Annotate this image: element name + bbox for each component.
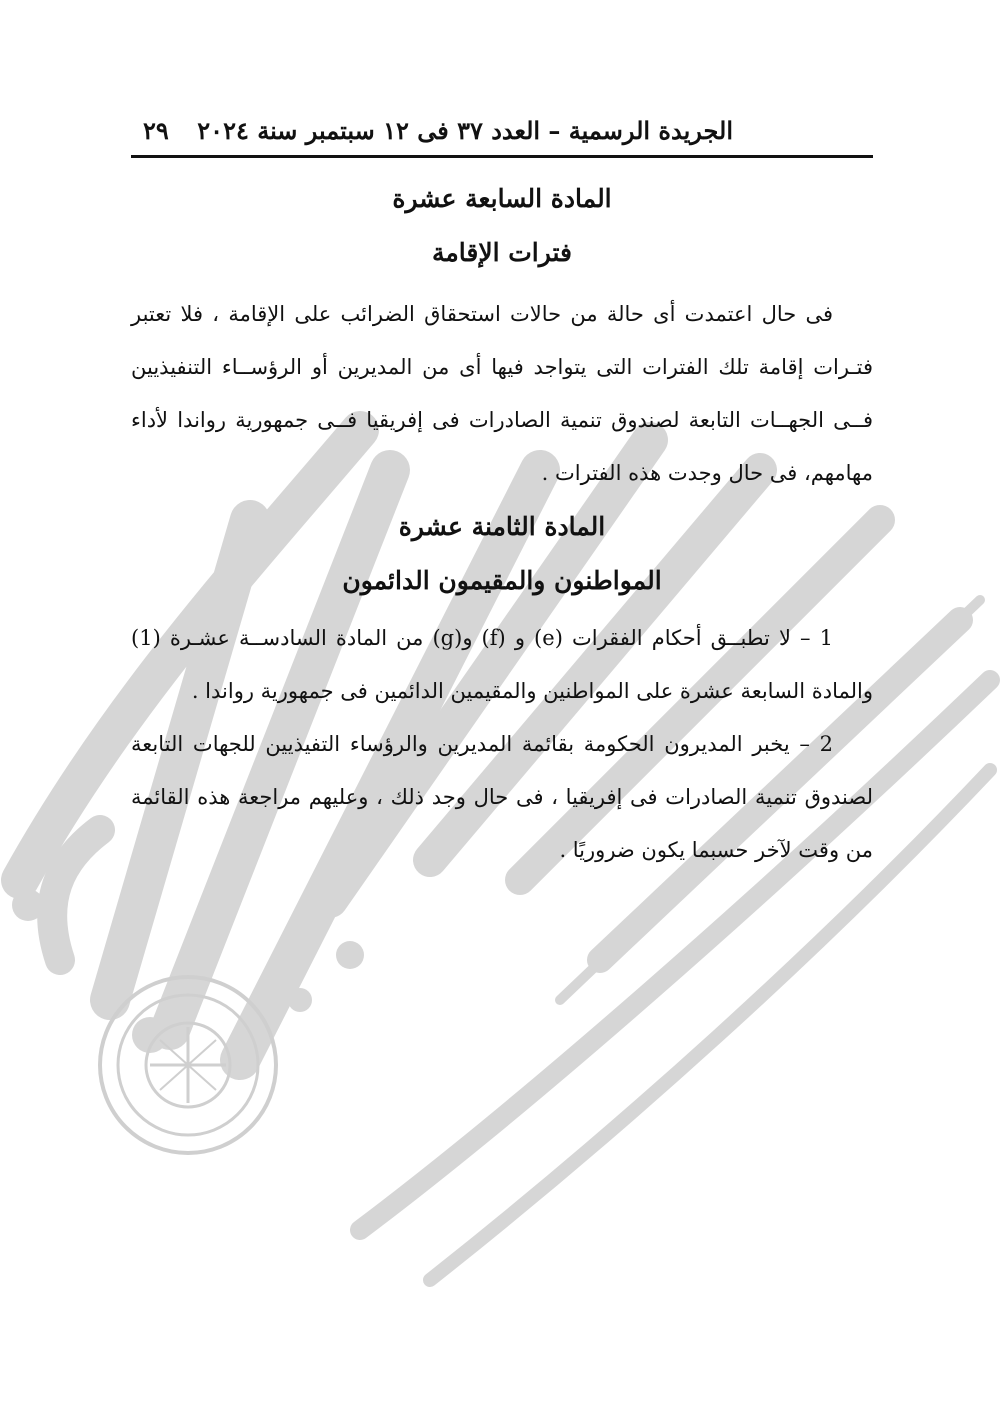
clause1-text: 1 – لا تطبــق أحكام الفقرات (e) و (f) و(g) من المادة السادســة عشـرة (1) والمادة السابعة عشرة على المواطنين والمقيمين الدائمين فى جمهورية رواندا . [131, 626, 873, 703]
page-number: ٢٩ [143, 116, 169, 145]
article17-text: فى حال اعتمدت أى حالة من حالات استحقاق الضرائب على الإقامة ، فلا تعتبر فتـرات إقامة تلك الفترات التى يتواجد فيها أى من المديرين أو الرؤســاء التنفيذيين فــى الجهــات التابعة لصندوق تنمية الصادرات فى إفريقيا فــى جمهورية رواندا لأداء مهامهم، فى حال وجدت هذه الفترات . [131, 302, 873, 485]
gazette-title: الجريدة الرسمية – العدد ٣٧ فى ١٢ سبتمبر سنة ٢٠٢٤ [197, 116, 733, 145]
clause2-text: 2 – يخبر المديرون الحكومة بقائمة المديرين والرؤساء التفيذيين للجهات التابعة لصندوق تنمية الصادرات فى إفريقيا ، فى حال وجد ذلك ، وعليهم مراجعة هذه القائمة من وقت لآخر حسبما يكون ضروريًا . [131, 732, 873, 862]
header-divider [131, 155, 873, 158]
article18-clause2 [131, 718, 873, 877]
article18-clause1 [131, 612, 873, 718]
article17-subheading: فترات الإقامة [431, 238, 573, 267]
article18-heading: المادة الثامنة عشرة [398, 512, 606, 541]
document-body [131, 170, 873, 877]
article17-paragraph [131, 288, 873, 500]
article17-heading: المادة السابعة عشرة [392, 184, 612, 213]
page-header [131, 112, 873, 152]
article18-subheading: المواطنون والمقيمون الدائمون [342, 566, 662, 595]
